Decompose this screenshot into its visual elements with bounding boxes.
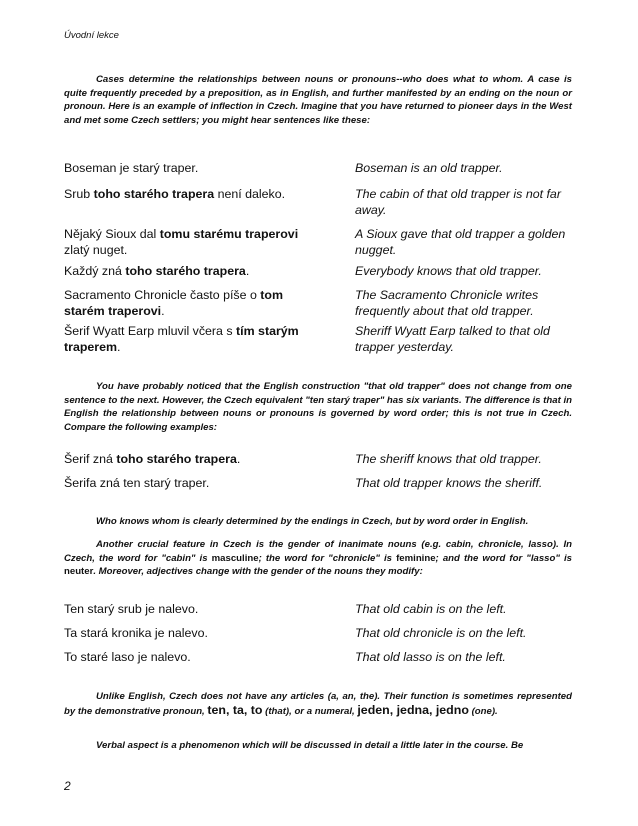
- english-translation: Sheriff Wyatt Earp talked to that old trapper yesterday.: [355, 324, 550, 354]
- english-translation: That old cabin is on the left.: [355, 602, 507, 616]
- czech-sentence: Šerif Wyatt Earp mluvil včera s tím starým traperem.: [64, 324, 299, 354]
- english-translation: Everybody knows that old trapper.: [355, 264, 542, 278]
- english-translation: The Sacramento Chronicle writes frequently about that old trapper.: [355, 288, 539, 318]
- czech-sentence: Ten starý srub je nalevo.: [64, 602, 199, 616]
- intro-paragraph: [64, 73, 572, 127]
- english-translation: Boseman is an old trapper.: [355, 161, 503, 175]
- czech-sentence: Nějaký Sioux dal tomu starému traperovi zlatý nuget.: [64, 227, 299, 257]
- paragraph-verbal-aspect: [64, 739, 572, 753]
- paragraph-gender: Another crucial feature in Czech is the gender of inanimate nouns (e.g. cabin, chronicle, lasso). In Czech, the word for "cabin" is masculine; the word for "chronicle" is feminine; and the word for "lasso" is neuter. Moreover, adjectives change with the gender of the nouns they modify:: [64, 539, 572, 578]
- page-number: 2: [64, 779, 71, 793]
- english-translation: That old chronicle is on the left.: [355, 626, 527, 640]
- english-translation: That old lasso is on the left.: [355, 650, 506, 664]
- english-translation: The cabin of that old trapper is not far away.: [355, 187, 561, 217]
- english-translation: The sheriff knows that old trapper.: [355, 452, 542, 466]
- paragraph-word-order: [64, 380, 572, 434]
- paragraph-endings: [64, 515, 572, 529]
- running-header: Úvodní lekce: [64, 30, 119, 41]
- czech-sentence: To staré laso je nalevo.: [64, 650, 191, 664]
- czech-sentence: Boseman je starý traper.: [64, 161, 199, 175]
- paragraph-text: Verbal aspect is a phenomenon which will be discussed in detail a little later in the course. Be: [96, 740, 524, 751]
- paragraph-text: You have probably noticed that the English construction "that old trapper" does not change from one sentence to the next. However, the Czech equivalent "ten starý traper" has six variants. The difference is that in English the relationship between nouns or pronouns is governed by word order; this is not true in Czech. Compare the following examples:: [64, 381, 572, 433]
- intro-text: Cases determine the relationships between nouns or pronouns--who does what to whom. A case is quite frequently preceded by a preposition, as in English, and further manifested by an ending on the noun or pronoun. Here is an example of inflection in Czech. Imagine that you have returned to pioneer days in the West and met some Czech settlers; you might hear sentences like these:: [64, 74, 572, 126]
- czech-sentence: Ta stará kronika je nalevo.: [64, 626, 208, 640]
- czech-sentence: Šerif zná toho starého trapera.: [64, 452, 241, 466]
- english-translation: That old trapper knows the sheriff.: [355, 476, 543, 490]
- english-translation: A Sioux gave that old trapper a golden nugget.: [355, 227, 566, 257]
- paragraph-text: Who knows whom is clearly determined by the endings in Czech, but by word order in English.: [96, 516, 529, 527]
- czech-sentence: Srub toho starého trapera není daleko.: [64, 187, 286, 201]
- czech-sentence: Každý zná toho starého trapera.: [64, 264, 250, 278]
- czech-sentence: Sacramento Chronicle často píše o tom starém traperovi.: [64, 288, 284, 318]
- paragraph-articles: Unlike English, Czech does not have any articles (a, an, the). Their function is sometimes represented by the demonstrative pronoun, ten, ta, to (that), or a numeral, jeden, jedna, jedno (one).: [64, 691, 572, 717]
- czech-sentence: Šerifa zná ten starý traper.: [64, 476, 210, 490]
